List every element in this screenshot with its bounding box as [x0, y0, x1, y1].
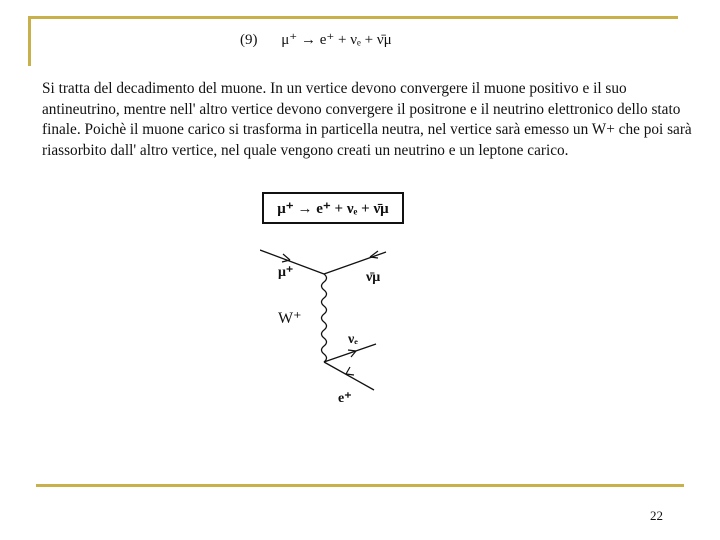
label-w-boson: W⁺: [278, 310, 302, 327]
positron-arrow: [346, 367, 354, 375]
feynman-diagram: [260, 240, 400, 415]
page-number: 22: [650, 508, 663, 523]
frame-left-rule: [28, 16, 31, 66]
label-positron: e⁺: [338, 391, 352, 406]
muon-arrow: [282, 254, 290, 262]
boxed-equation: μ⁺ → e⁺ + νₑ + ν̄μ: [262, 192, 404, 224]
positron-line: [324, 362, 374, 390]
label-neutrino-e: νₑ: [348, 332, 358, 347]
label-muon: μ⁺: [278, 265, 294, 280]
w-boson-line: [322, 274, 327, 362]
antineutrino-arrow: [370, 251, 378, 258]
explanation-paragraph: Si tratta del decadimento del muone. In un vertice devono convergere il muone positivo e il suo antineutrino, mentre nell' altro vertice devono convergere il positrone e il neutrino elettronico dello stato finale. Poichè il muone carico si trasforma in particella neutra, nel vertice sarà emesso un W+ che poi sarà riassorbito dall' altro vertice, nel quale vengono creati un neutrino e un leptone carico.: [42, 80, 692, 159]
equation-9: [240, 30, 392, 49]
equation-formula: μ⁺ → e⁺ + νₑ + ν̄μ: [281, 32, 392, 48]
frame-top-rule: [28, 16, 678, 19]
label-antineutrino-mu: ν̄μ: [366, 270, 381, 285]
equation-number: (9): [240, 32, 258, 48]
frame-bottom-rule: [36, 484, 684, 487]
